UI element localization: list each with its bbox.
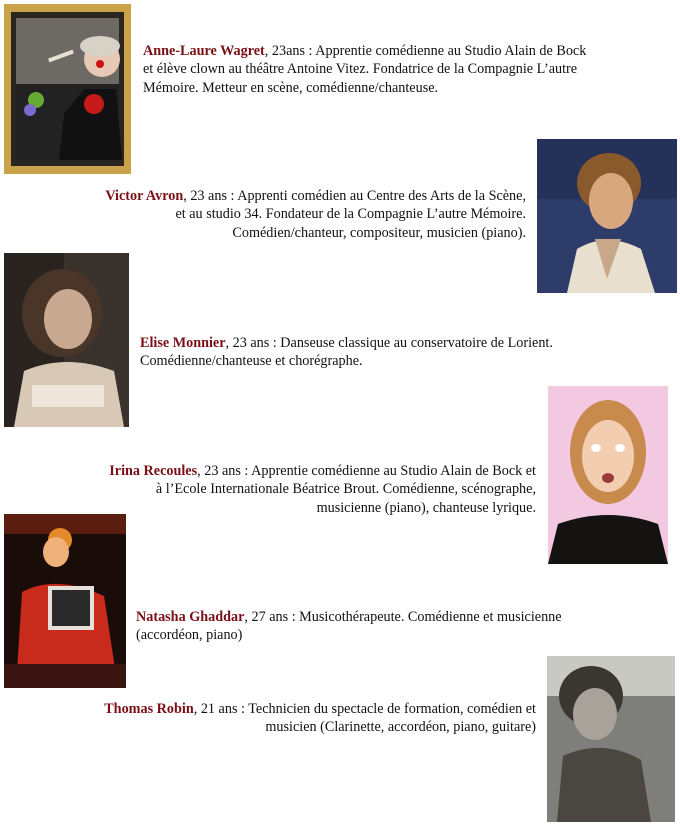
member-name: Anne-Laure Wagret — [143, 43, 265, 59]
bio-text: musicien (Clarinette, accordéon, piano, guitare) — [265, 719, 536, 736]
photo-elise-monnier — [4, 253, 129, 427]
photo-anne-laure-wagret — [4, 4, 131, 174]
bio-thomas-robin — [30, 700, 536, 737]
member-name: Natasha Ghaddar — [136, 609, 245, 625]
bio-text: , 23 ans : Apprentie comédienne au Studio Alain de Bock et — [197, 463, 536, 479]
member-name: Irina Recoules — [109, 463, 198, 479]
bio-text: à l’Ecole Internationale Béatrice Brout. Comédienne, scénographe, — [155, 481, 536, 498]
bio-irina-recoules — [30, 462, 536, 517]
bio-text: , 27 ans : Musicothérapeute. Comédienne et musicienne — [244, 609, 562, 625]
bio-text: et au studio 34. Fondateur de la Compagnie L’autre Mémoire. — [175, 206, 526, 223]
photo-natasha-ghaddar — [4, 514, 126, 688]
bio-text: Comédienne/chanteuse et chorégraphe. — [140, 353, 363, 370]
bio-text: , 23ans : Apprentie comédienne au Studio Alain de Bock — [264, 43, 587, 59]
member-name: Victor Avron — [105, 188, 184, 204]
bio-text: (accordéon, piano) — [136, 627, 243, 644]
photo-thomas-robin — [547, 656, 675, 822]
bio-text: , 23 ans : Apprenti comédien au Centre des Arts de la Scène, — [183, 188, 526, 204]
member-name: Thomas Robin — [104, 701, 194, 717]
bio-text: , 23 ans : Danseuse classique au conservatoire de Lorient. — [225, 335, 553, 351]
photo-victor-avron — [537, 139, 677, 293]
bio-victor-avron — [30, 187, 526, 242]
bio-text: Comédien/chanteur, compositeur, musicien (piano). — [232, 224, 526, 241]
bio-text: , 21 ans : Technicien du spectacle de formation, comédien et — [193, 701, 536, 717]
bio-natasha-ghaddar — [136, 608, 656, 645]
photo-irina-recoules — [548, 386, 668, 564]
bio-anne-laure-wagret — [143, 42, 643, 97]
bio-text: musicienne (piano), chanteuse lyrique. — [316, 499, 536, 516]
member-name: Elise Monnier — [140, 335, 226, 351]
bio-text: Mémoire. Metteur en scène, comédienne/chanteuse. — [143, 79, 439, 96]
bio-elise-monnier — [140, 334, 640, 371]
bio-text: et élève clown au théâtre Antoine Vitez. Fondatrice de la Compagnie L’autre — [143, 61, 578, 78]
